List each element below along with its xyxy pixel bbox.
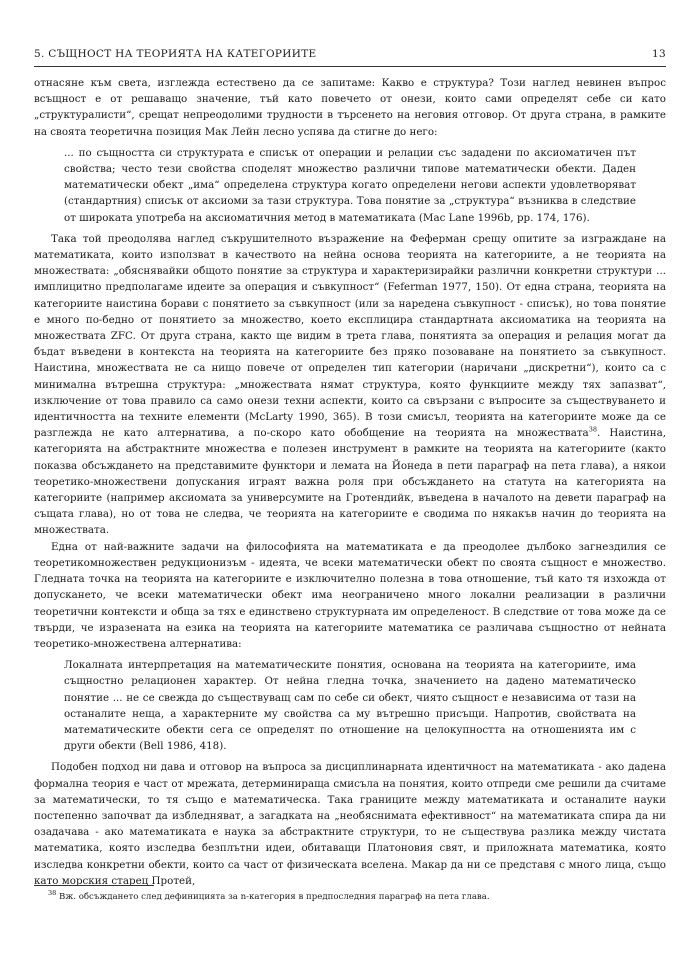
running-header (34, 48, 666, 60)
paragraph-text: Така той преодолява наглед съкрушителното възражение на Феферман срещу опитите за изграждане на математиката, които използват в качеството на нейна основа теорията на категориите, а не теорията на множествата: „обяснявайки общото понятие за структура и характеризирайки различни конкретни структури ... имплицитно предполагаме идеите за операция и съвкупност“ (Feferman 1977, 150). От една страна, теорията на категориите наистина борави с понятието за съвкупност (или за наредена съвкупност - списък), но това понятие е много по-бедно от понятието за множество, което експлицира стандартната аксиоматика на теорията на множествата ZFC. От друга страна, както ще видим в трета глава, понятията за операция и релация могат да бъдат въведени в контекста на теорията на категориите без пряко позоваване на понятието за съвкупност. Наистина, множествата не са нищо повече от определен тип категории (наричани „дискретни“), които са с минимална вътрешна структура: „множествата нямат структура, която функциите между тях запазват“, изключение от това правило са само онези техни аспекти, които са свързани с въпросите за съществуването и идентичността на техните елементи (McLarty 1990, 365). В този смисъл, теорията на категориите може да се разглежда не като алтернатива, а по-скоро като обобщение на теорията на множествата (34, 232, 666, 440)
page-number: 13 (652, 48, 666, 60)
paragraph (34, 231, 666, 539)
chapter-title: 5. СЪЩНОСТ НА ТЕОРИЯТА НА КАТЕГОРИИТЕ (34, 48, 317, 60)
body-text (34, 75, 666, 889)
paragraph: отнасяне към света, изглежда естествено да се запитаме: Какво е структура? Този наглед невинен въпрос всъщност е от решаващо значение, тъй като повечето от онези, които сами определят себе си като „структуралисти“, срещат непреодолими трудности в търсенето на неговия отговор. От друга страна, в рамките на своята теоретична позиция Мак Лейн лесно успява да стигне до него: (34, 77, 666, 138)
footnote-reference[interactable]: 38 (588, 425, 597, 434)
footnote-mark: 38 (48, 889, 57, 898)
block-quote: ... по същността си структурата е списък от операции и релации със зададени по аксиоматичен път свойства; често тези свойства споделят множество различни типове математически обекти. Даден математически обект „има“ определена структура когато определени негови аспекти удовлетворяват (стандартния) списък от аксиоми за тази структура. Това понятие за „структура“ възниква в следствие от широката употреба на аксиоматичния метод в математиката (Mac Lane 1996b, pp. 174, 176). (64, 146, 636, 224)
footnote-rule (34, 885, 154, 886)
footnote-text: Вж. обсъждането след дефиницията за n-категория в предпоследния параграф на пета глава. (59, 892, 490, 902)
paragraph-text: . Наистина, категорията на абстрактните множества е полезен инструмент в рамките на теорията на категориите (както показва обсъждането на представимите функтори и лемата на Йонеда в пети параграф на пета глава), а някои теоретико-множествени допускания играят важна роля при обсъждането на статута на категорията на категориите (например аксиомата за универсумите на Гротендийк, въведена в началото на девети параграф на същата глава), но от това не следва, че теорията на категориите е сводима по някакъв начин до теорията на множествата. (34, 427, 666, 537)
paragraph: Една от най-важните задачи на философията на математиката е да преодолее дълбоко загнездилия се теоретикомножествен редукционизъм - идеята, че всеки математически обект по своята същност е множество. Гледната точка на теорията на категориите е изключително полезна в това отношение, тъй като тя изхожда от допускането, че всеки математически обект има неограничено много локални реализации в различни теоретични контексти и обща за тях е единствено структурната им определеност. В следствие от това може да се твърди, че изразената на езика на теорията на категориите математика се различава същностно от нейната теоретико-множествена алтернатива: (34, 540, 666, 650)
paragraph: Подобен подход ни дава и отговор на въпроса за дисциплинарната идентичност на математиката - ако дадена формална теория е част от мрежата, детерминираща смисъла на понятия, които отпреди сме решили да считаме за математически, то тя също е математическа. Така границите между математиката и останалите науки постепенно започват да избледняват, а загадката на „необяснимата ефективност“ на математиката спира да ни озадачава - ако математиката е наука за абстрактните структури, то не съществува разлика между чистата математика, която изследва безплътни идеи, обитаващи Платоновия свят, и приложната математика, която изследва конкретни обекти, които са част от физическата вселена. Макар да ни се представя с много лица, също като морския старец Протей, (34, 761, 666, 887)
block-quote: Локалната интерпретация на математическите понятия, основана на теорията на категориите, има същностно релационен характер. От нейна гледна точка, значението на дадено математическо понятие ... не се свежда до съществуващ сам по себе си обект, чиято същност е независима от тази на останалите неща, а характерните му свойства са му вътрешно присъщи. Напротив, свойствата на математическите обекти сега се определят по отношение на целокупността на отношенията им с други обекти (Bell 1986, 418). (64, 659, 636, 753)
header-rule (34, 66, 666, 67)
footnote (34, 891, 666, 903)
